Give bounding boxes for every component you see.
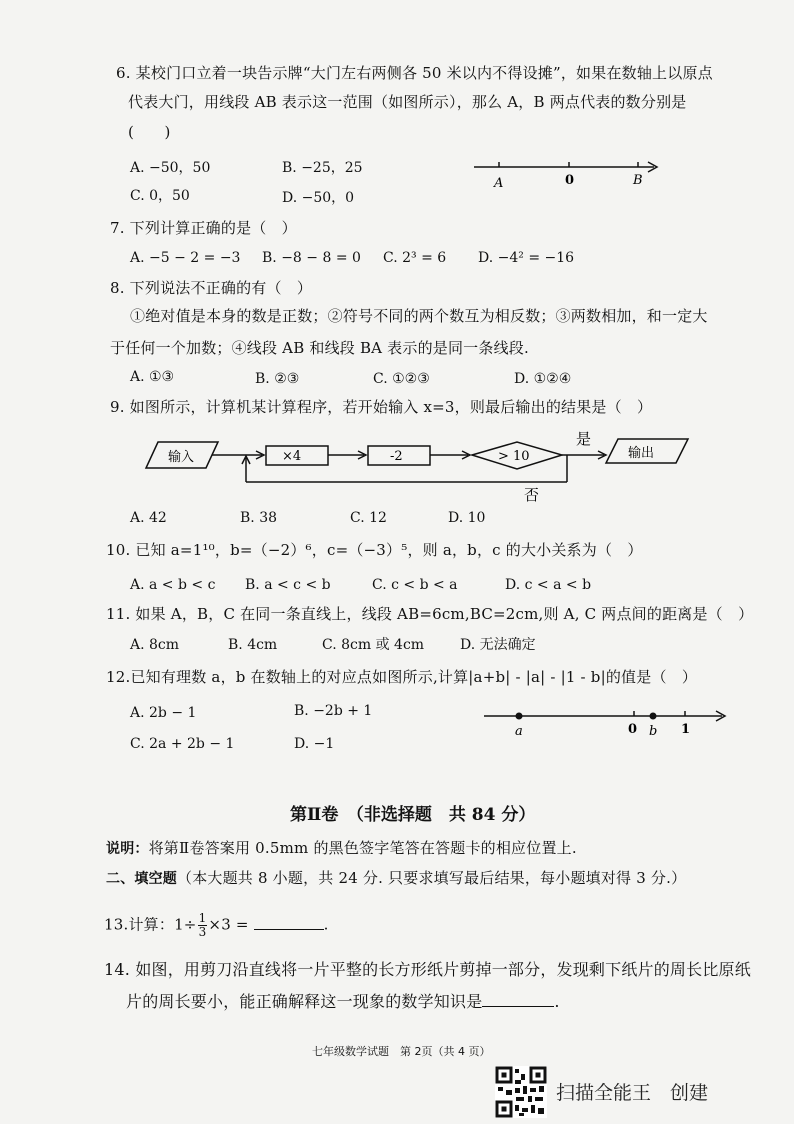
- q6-option-c: C. 0，50: [130, 188, 190, 204]
- q12-axis-label-one: 1: [681, 722, 691, 737]
- q7-option-b: B. −8 − 8 = 0: [262, 250, 361, 266]
- q8-option-c: C. ①②③: [373, 371, 430, 387]
- section2-title: 第Ⅱ卷 （非选择题 共 84 分）: [290, 805, 536, 825]
- q9-option-b: B. 38: [240, 510, 278, 526]
- q6-number-line: [468, 154, 668, 192]
- q13-prefix: 13.计算：: [104, 915, 175, 934]
- q9-option-d: D. 10: [448, 510, 486, 526]
- section2-note-label: 说明：: [106, 841, 149, 857]
- q12-stem: 12.已知有理数 a，b 在数轴上的对应点如图所示,计算|a+b| - |a| - |1 - b|的值是（ ）: [106, 668, 698, 686]
- q8-stem: 8. 下列说法不正确的有（ ）: [110, 279, 313, 297]
- q8-line2: 于任何一个加数；④线段 AB 和线段 BA 表示的是同一条线段.: [110, 339, 529, 357]
- q12-option-a: A. 2b − 1: [130, 705, 197, 721]
- section2-note: [106, 838, 577, 859]
- q6-axis-label-a: A: [494, 176, 504, 191]
- q12-number-line: [478, 704, 734, 740]
- q14-line1: 14. 如图，用剪刀沿直线将一片平整的长方形纸片剪掉一部分，发现剩下纸片的周长比原纸: [104, 960, 751, 979]
- q10-option-b: B. a < c < b: [245, 577, 331, 593]
- q12-option-d: D. −1: [294, 736, 335, 752]
- q6-line1: 6. 某校门口立着一块告示牌“大门左右两侧各 50 米以内不得设摊”，如果在数轴上以原点: [116, 64, 713, 82]
- q14-line2-wrap: [126, 992, 560, 1012]
- flow-times-label: ×4: [282, 449, 302, 464]
- q6-line2: 代表大门，用线段 AB 表示这一范围（如图所示），那么 A，B 两点代表的数分别是: [128, 93, 687, 111]
- flow-input-label: 输入: [168, 450, 195, 465]
- page-footer: 七年级数学试题 第 2页（共 4 页）: [312, 1045, 491, 1058]
- q13-denominator: 3: [198, 925, 207, 939]
- q12-option-c: C. 2a + 2b − 1: [130, 736, 235, 752]
- q14-line2: 片的周长要小，能正确解释这一现象的数学知识是: [126, 992, 483, 1011]
- section2-part-text: （本大题共 8 小题，共 24 分. 只要求填写最后结果，每小题填对得 3 分.）: [177, 869, 687, 887]
- qr-code-icon: [495, 1066, 547, 1118]
- q12-axis-label-b: b: [649, 724, 658, 739]
- q8-option-d: D. ①②④: [514, 371, 572, 387]
- flow-condition-label: > 10: [498, 449, 530, 464]
- q9-option-c: C. 12: [350, 510, 387, 526]
- q12-option-b: B. −2b + 1: [294, 703, 373, 719]
- q10-option-c: C. c < b < a: [372, 577, 458, 593]
- q6-option-d: D. −50，0: [282, 190, 355, 206]
- q9-flowchart: [142, 426, 702, 506]
- q13-fraction: [198, 912, 208, 939]
- q10-option-a: A. a < b < c: [130, 577, 216, 593]
- q8-option-a: A. ①③: [130, 369, 175, 385]
- q6-option-a: A. −50，50: [130, 160, 211, 176]
- q14-answer-blank[interactable]: [482, 992, 554, 1007]
- q13: [104, 912, 329, 939]
- q6-option-b: B. −25，25: [282, 160, 363, 176]
- q8-line1: ①绝对值是本身的数是正数；②符号不同的两个数互为相反数；③两数相加，和一定大: [130, 307, 708, 325]
- scanner-watermark: 扫描全能王 创建: [556, 1082, 709, 1104]
- flow-minus-label: -2: [390, 449, 403, 464]
- q12-axis-label-a: a: [515, 724, 523, 739]
- q9-stem: 9. 如图所示，计算机某计算程序，若开始输入 x=3，则最后输出的结果是（ ）: [110, 398, 653, 416]
- q13-expr-b: ×3 =: [208, 915, 249, 934]
- q6-axis-label-zero: 0: [565, 173, 575, 188]
- q11-option-c: C. 8cm 或 4cm: [322, 637, 425, 653]
- flow-output-label: 输出: [628, 446, 655, 461]
- q10-stem: 10. 已知 a=1¹⁰，b=（−2）⁶，c=（−3）⁵，则 a，b，c 的大小关系为（ ）: [106, 541, 643, 559]
- q7-option-d: D. −4² = −16: [478, 250, 575, 266]
- q7-stem: 7. 下列计算正确的是（ ）: [110, 219, 297, 237]
- q8-option-b: B. ②③: [255, 371, 300, 387]
- section2-part: [106, 868, 686, 889]
- q13-end: .: [323, 915, 329, 934]
- q7-option-c: C. 2³ = 6: [383, 250, 447, 266]
- q12-axis-label-zero: 0: [628, 722, 638, 737]
- q13-numerator: 1: [198, 911, 207, 925]
- flow-yes-label: 是: [576, 430, 592, 448]
- q11-stem: 11. 如果 A，B，C 在同一条直线上，线段 AB=6cm,BC=2cm,则 A, C 两点间的距离是（ ）: [106, 605, 754, 623]
- q13-expr-a: 1÷: [174, 915, 197, 934]
- q6-paren: ( ): [128, 123, 171, 141]
- q11-option-d: D. 无法确定: [460, 637, 536, 653]
- q13-answer-blank[interactable]: [254, 915, 324, 930]
- q7-option-a: A. −5 − 2 = −3: [130, 250, 241, 266]
- q11-option-a: A. 8cm: [130, 637, 180, 653]
- q11-option-b: B. 4cm: [228, 637, 278, 653]
- flow-no-label: 否: [524, 486, 540, 504]
- q6-axis-label-b: B: [633, 173, 643, 188]
- section2-note-text: 将第Ⅱ卷答案用 0.5mm 的黑色签字笔答在答题卡的相应位置上.: [148, 839, 577, 857]
- section2-part-label: 二、填空题: [106, 871, 177, 887]
- q9-option-a: A. 42: [130, 510, 167, 526]
- q10-option-d: D. c < a < b: [505, 577, 592, 593]
- q14-end: .: [554, 992, 560, 1011]
